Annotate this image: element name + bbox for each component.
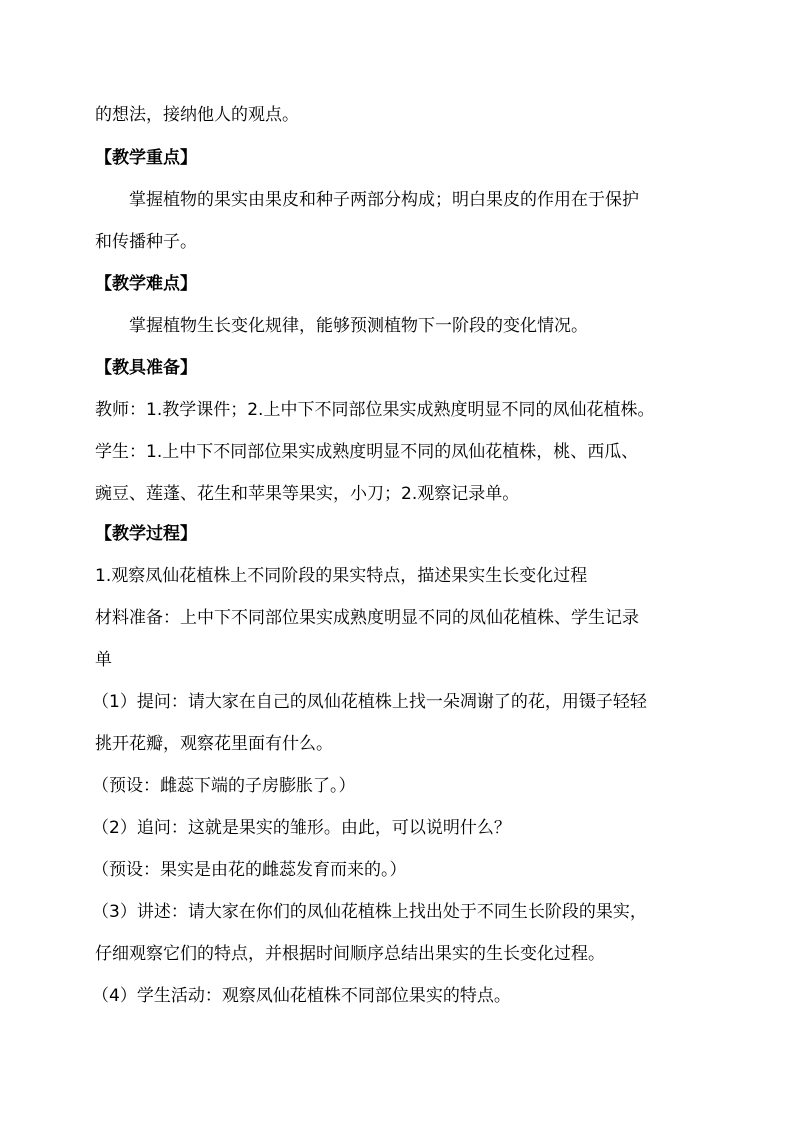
text-preset-2: （预设：果实是由花的雌蕊发育而来的。） xyxy=(92,860,407,880)
text-process-step-1: 1.观察凤仙花植株上不同阶段的果实特点，描述果实生长变化过程 xyxy=(95,566,588,586)
heading-materials: 【教具准备】 xyxy=(95,358,197,378)
text-line-intro: 的想法，接纳他人的观点。 xyxy=(95,105,299,125)
text-statement-3a: （3）讲述：请大家在你们的凤仙花植株上找出处于不同生长阶段的果实， xyxy=(92,902,647,922)
text-question-1a: （1）提问：请大家在自己的凤仙花植株上找一朵凋谢了的花，用镊子轻轻 xyxy=(92,692,647,712)
heading-process: 【教学过程】 xyxy=(95,524,197,544)
text-process-prep-1: 材料准备：上中下不同部位果实成熟度明显不同的凤仙花植株、学生记录 xyxy=(95,608,639,628)
text-difficulties: 掌握植物生长变化规律，能够预测植物下一阶段的变化情况。 xyxy=(129,316,588,336)
text-question-2: （2）追问：这就是果实的雏形。由此，可以说明什么？ xyxy=(92,818,511,838)
text-key-points-2: 和传播种子。 xyxy=(95,232,197,252)
heading-difficulties: 【教学难点】 xyxy=(95,274,197,294)
text-materials-teacher: 教师：1.教学课件；2.上中下不同部位果实成熟度明显不同的凤仙花植株。 xyxy=(95,400,655,420)
text-key-points-1: 掌握植物的果实由果皮和种子两部分构成；明白果皮的作用在于保护 xyxy=(129,190,639,210)
heading-key-points: 【教学重点】 xyxy=(95,148,197,168)
text-statement-3b: 仔细观察它们的特点，并根据时间顺序总结出果实的生长变化过程。 xyxy=(95,944,605,964)
text-preset-1: （预设：雌蕊下端的子房膨胀了。） xyxy=(92,776,356,796)
text-question-1b: 挑开花瓣，观察花里面有什么。 xyxy=(95,734,333,754)
text-process-prep-2: 单 xyxy=(95,650,112,670)
text-materials-student-2: 豌豆、莲蓬、花生和苹果等果实，小刀；2.观察记录单。 xyxy=(95,484,520,504)
text-activity-4: （4）学生活动：观察凤仙花植株不同部位果实的特点。 xyxy=(92,986,511,1006)
text-materials-student-1: 学生：1.上中下不同部位果实成熟度明显不同的凤仙花植株，桃、西瓜、 xyxy=(95,442,639,462)
